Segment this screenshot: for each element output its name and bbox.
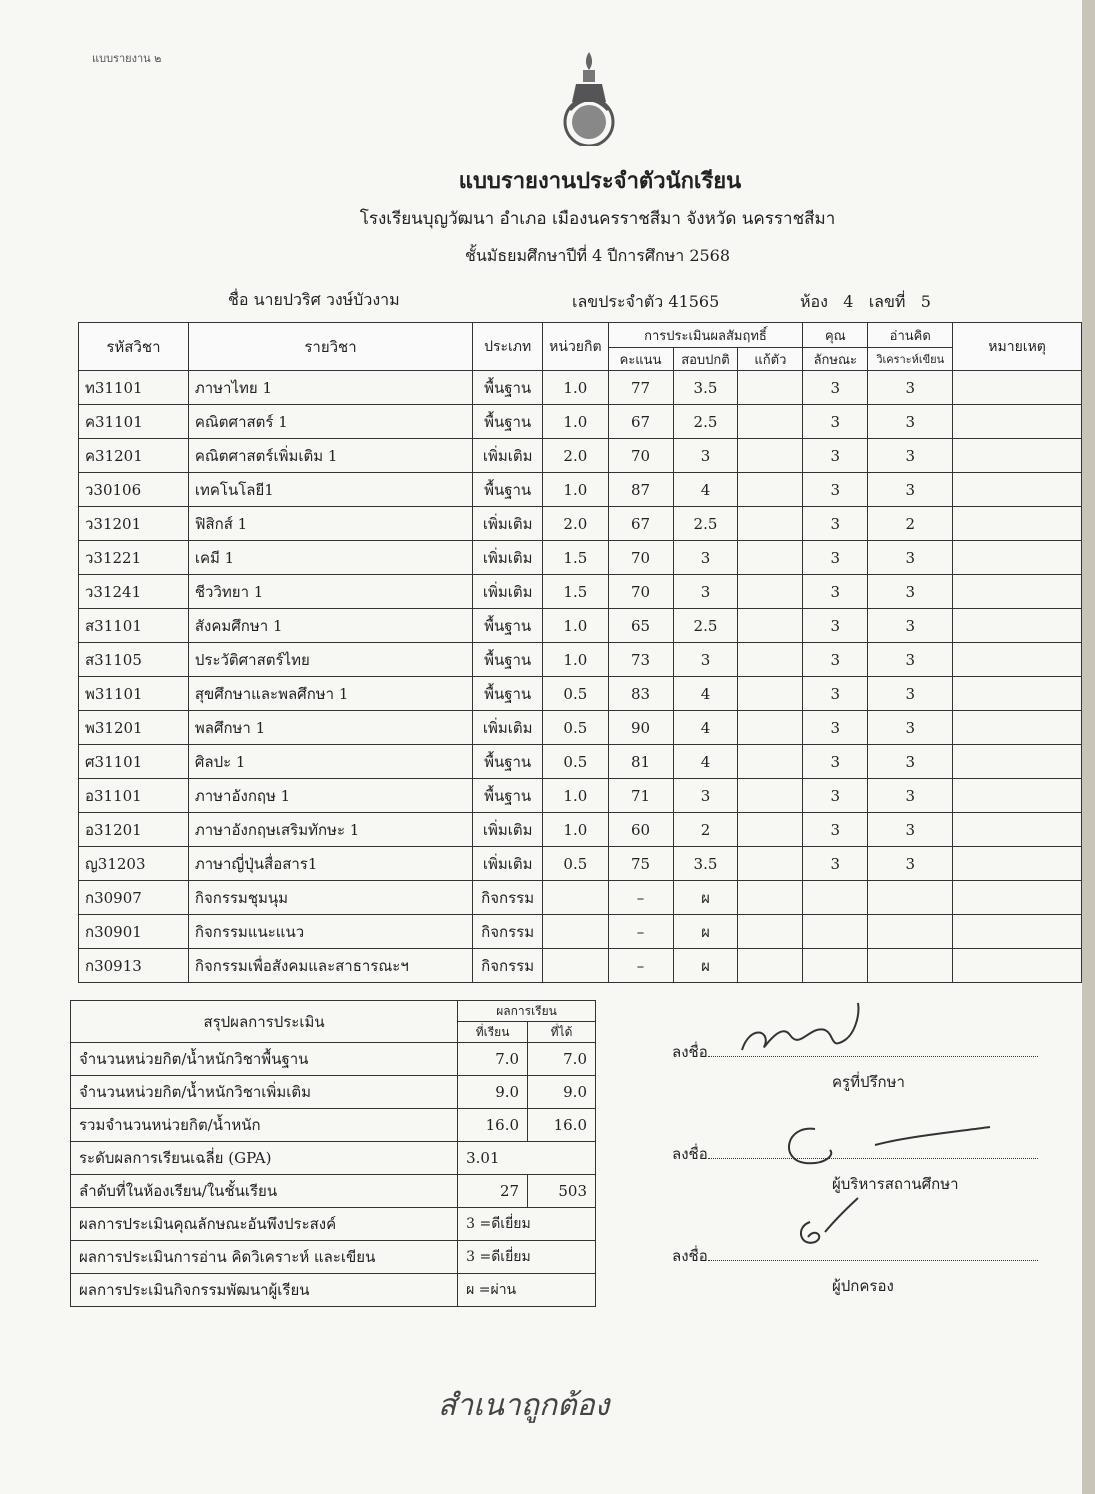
cell-code: ค31201 [79, 439, 189, 473]
cell-code: อ31201 [79, 813, 189, 847]
cell-char: 3 [803, 371, 868, 405]
cell-retake [738, 745, 803, 779]
cell-code: ท31101 [79, 371, 189, 405]
cell-grade: ผ [673, 949, 738, 983]
cell-remark [953, 473, 1082, 507]
cell-grade: 3.5 [673, 847, 738, 881]
cell-grade: 2 [673, 813, 738, 847]
cell-retake [738, 575, 803, 609]
cell-char: 3 [803, 677, 868, 711]
cell-code: ว31241 [79, 575, 189, 609]
school-seal-icon [556, 50, 622, 146]
cell-credit [543, 949, 608, 983]
cell-retake [738, 677, 803, 711]
header-assessment: การประเมินผลสัมฤทธิ์ [608, 323, 803, 348]
cell-grade: 4 [673, 677, 738, 711]
cell-read: 3 [868, 473, 953, 507]
table-row [79, 371, 1082, 405]
cell-remark [953, 643, 1082, 677]
eval-row: ผลการประเมินกิจกรรมพัฒนาผู้เรียน ผ =ผ่าน [71, 1274, 596, 1307]
cell-subject: ฟิสิกส์ 1 [188, 507, 472, 541]
cell-score: – [608, 881, 673, 915]
table-row [79, 745, 1082, 779]
header-grade: สอบปกติ [673, 348, 738, 371]
cell-score: 77 [608, 371, 673, 405]
cell-score: 70 [608, 541, 673, 575]
cell-read: 3 [868, 711, 953, 745]
cell-subject: ภาษาอังกฤษ 1 [188, 779, 472, 813]
cell-code: ว31221 [79, 541, 189, 575]
table-row [79, 575, 1082, 609]
cell-credit: 0.5 [543, 711, 608, 745]
cell-read: 3 [868, 405, 953, 439]
cell-subject: ภาษาญี่ปุ่นสื่อสาร1 [188, 847, 472, 881]
cell-remark [953, 677, 1082, 711]
cell-remark [953, 541, 1082, 575]
cell-read: 3 [868, 847, 953, 881]
cell-remark [953, 949, 1082, 983]
cell-code: ก30901 [79, 915, 189, 949]
cell-char: 3 [803, 847, 868, 881]
cell-grade: 2.5 [673, 507, 738, 541]
cell-retake [738, 371, 803, 405]
cell-score: 67 [608, 405, 673, 439]
cell-char: 3 [803, 813, 868, 847]
cell-credit [543, 881, 608, 915]
cell-subject: สังคมศึกษา 1 [188, 609, 472, 643]
cell-char: 3 [803, 541, 868, 575]
cell-subject: สุขศึกษาและพลศึกษา 1 [188, 677, 472, 711]
cell-score: 81 [608, 745, 673, 779]
cell-credit: 0.5 [543, 745, 608, 779]
cell-type: เพิ่มเติม [473, 439, 543, 473]
table-row [79, 405, 1082, 439]
cell-subject: กิจกรรมชุมนุม [188, 881, 472, 915]
table-row [79, 813, 1082, 847]
cell-char [803, 949, 868, 983]
cell-credit: 2.0 [543, 439, 608, 473]
summary-studied-label: ที่เรียน [458, 1022, 528, 1043]
cell-read: 3 [868, 575, 953, 609]
cell-char: 3 [803, 405, 868, 439]
cell-retake [738, 813, 803, 847]
cell-subject: เคมี 1 [188, 541, 472, 575]
cell-credit [543, 915, 608, 949]
cell-score: 67 [608, 507, 673, 541]
cell-type: เพิ่มเติม [473, 507, 543, 541]
table-row [79, 949, 1082, 983]
gpa-value: 3.01 [458, 1142, 596, 1175]
cell-type: พื้นฐาน [473, 609, 543, 643]
summary-row: จำนวนหน่วยกิต/น้ำหนักวิชาพื้นฐาน 7.0 7.0 [71, 1043, 596, 1076]
cell-remark [953, 405, 1082, 439]
cell-code: ก30907 [79, 881, 189, 915]
student-room: ห้อง 4 เลขที่ 5 [800, 292, 931, 311]
cell-char: 3 [803, 711, 868, 745]
cell-read: 3 [868, 609, 953, 643]
cell-char [803, 881, 868, 915]
cell-remark [953, 915, 1082, 949]
cell-credit: 2.0 [543, 507, 608, 541]
cell-char: 3 [803, 575, 868, 609]
cell-subject: คณิตศาสตร์ 1 [188, 405, 472, 439]
cell-type: พื้นฐาน [473, 371, 543, 405]
cell-code: พ31201 [79, 711, 189, 745]
cell-remark [953, 813, 1082, 847]
cell-grade: 4 [673, 745, 738, 779]
cell-remark [953, 847, 1082, 881]
cell-char: 3 [803, 745, 868, 779]
header-code: รหัสวิชา [79, 323, 189, 371]
cell-subject: ประวัติศาสตร์ไทย [188, 643, 472, 677]
cell-subject: ศิลปะ 1 [188, 745, 472, 779]
cell-type: เพิ่มเติม [473, 541, 543, 575]
cell-retake [738, 507, 803, 541]
header-char-bottom: ลักษณะ [803, 348, 868, 371]
cell-score: 70 [608, 575, 673, 609]
cell-retake [738, 609, 803, 643]
header-remark: หมายเหตุ [953, 323, 1082, 371]
table-row [79, 507, 1082, 541]
header-type: ประเภท [473, 323, 543, 371]
cell-score: 71 [608, 779, 673, 813]
cell-credit: 1.5 [543, 541, 608, 575]
cell-grade: 2.5 [673, 405, 738, 439]
cell-type: พื้นฐาน [473, 405, 543, 439]
cell-credit: 1.5 [543, 575, 608, 609]
cell-char: 3 [803, 779, 868, 813]
parent-signature-mark [790, 1192, 870, 1262]
cell-type: กิจกรรม [473, 949, 543, 983]
certified-copy-note: สำเนาถูกต้อง [438, 1388, 610, 1423]
cell-retake [738, 643, 803, 677]
cell-credit: 1.0 [543, 371, 608, 405]
cell-retake [738, 915, 803, 949]
cell-credit: 1.0 [543, 813, 608, 847]
cell-code: ส31101 [79, 609, 189, 643]
table-row [79, 643, 1082, 677]
cell-remark [953, 371, 1082, 405]
header-char-top: คุณ [803, 323, 868, 348]
cell-grade: ผ [673, 915, 738, 949]
cell-grade: 3 [673, 541, 738, 575]
cell-credit: 1.0 [543, 405, 608, 439]
cell-code: ว31201 [79, 507, 189, 541]
student-name: ชื่อ นายปวริศ วงษ์บัวงาม [228, 290, 400, 309]
table-row [79, 779, 1082, 813]
table-row [79, 439, 1082, 473]
header-credit: หน่วยกิต [543, 323, 608, 371]
cell-char: 3 [803, 473, 868, 507]
cell-read: 3 [868, 643, 953, 677]
header-read-top: อ่านคิด [868, 323, 953, 348]
signature-parent: ลงชื่อ ผู้ปกครอง [672, 1244, 1072, 1298]
cell-code: ว30106 [79, 473, 189, 507]
cell-read: 3 [868, 371, 953, 405]
cell-type: พื้นฐาน [473, 643, 543, 677]
header-score: คะแนน [608, 348, 673, 371]
cell-type: เพิ่มเติม [473, 813, 543, 847]
header-retake: แก้ตัว [738, 348, 803, 371]
table-row [79, 677, 1082, 711]
cell-grade: 4 [673, 711, 738, 745]
eval-row: ผลการประเมินคุณลักษณะอันพึงประสงค์ 3 =ดีเยี่ยม [71, 1208, 596, 1241]
cell-type: กิจกรรม [473, 881, 543, 915]
cell-grade: 4 [673, 473, 738, 507]
cell-read: 3 [868, 779, 953, 813]
cell-remark [953, 779, 1082, 813]
cell-grade: ผ [673, 881, 738, 915]
rank-room: 27 [458, 1175, 528, 1208]
cell-code: ญ31203 [79, 847, 189, 881]
cell-retake [738, 405, 803, 439]
level-line: ชั้นมัธยมศึกษาปีที่ 4 ปีการศึกษา 2568 [464, 246, 731, 265]
cell-retake [738, 779, 803, 813]
table-row [79, 541, 1082, 575]
rank-level: 503 [528, 1175, 596, 1208]
cell-read: 3 [868, 745, 953, 779]
cell-score: – [608, 915, 673, 949]
cell-credit: 1.0 [543, 643, 608, 677]
cell-remark [953, 575, 1082, 609]
cell-score: 65 [608, 609, 673, 643]
cell-grade: 3.5 [673, 371, 738, 405]
cell-credit: 1.0 [543, 473, 608, 507]
cell-code: ก30913 [79, 949, 189, 983]
cell-credit: 1.0 [543, 609, 608, 643]
cell-read [868, 949, 953, 983]
cell-type: พื้นฐาน [473, 779, 543, 813]
table-row [79, 915, 1082, 949]
cell-type: พื้นฐาน [473, 677, 543, 711]
table-row [79, 473, 1082, 507]
cell-remark [953, 507, 1082, 541]
school-line: โรงเรียนบุญวัฒนา อำเภอ เมืองนครราชสีมา จังหวัด นครราชสีมา [359, 209, 836, 229]
cell-code: พ31101 [79, 677, 189, 711]
grades-table [78, 322, 1082, 983]
cell-subject: เทคโนโลยี1 [188, 473, 472, 507]
report-title: แบบรายงานประจำตัวนักเรียน [458, 168, 742, 194]
cell-char [803, 915, 868, 949]
cell-subject: ชีววิทยา 1 [188, 575, 472, 609]
cell-score: 73 [608, 643, 673, 677]
cell-type: เพิ่มเติม [473, 575, 543, 609]
signature-director: ลงชื่อ ผู้บริหารสถานศึกษา [672, 1142, 1072, 1196]
cell-type: เพิ่มเติม [473, 847, 543, 881]
rank-row: ลำดับที่ในห้องเรียน/ในชั้นเรียน 27 503 [71, 1175, 596, 1208]
cell-read: 3 [868, 541, 953, 575]
cell-credit: 0.5 [543, 677, 608, 711]
cell-subject: คณิตศาสตร์เพิ่มเติม 1 [188, 439, 472, 473]
cell-char: 3 [803, 439, 868, 473]
cell-type: พื้นฐาน [473, 745, 543, 779]
form-label: แบบรายงาน ๒ [92, 52, 162, 65]
header-read-bottom: วิเคราะห์เขียน [868, 348, 953, 371]
summary-row: รวมจำนวนหน่วยกิต/น้ำหนัก 16.0 16.0 [71, 1109, 596, 1142]
cell-subject: กิจกรรมเพื่อสังคมและสาธารณะฯ [188, 949, 472, 983]
cell-read [868, 915, 953, 949]
cell-type: เพิ่มเติม [473, 711, 543, 745]
cell-char: 3 [803, 609, 868, 643]
cell-read [868, 881, 953, 915]
cell-code: ศ31101 [79, 745, 189, 779]
cell-type: กิจกรรม [473, 915, 543, 949]
cell-score: – [608, 949, 673, 983]
table-row [79, 881, 1082, 915]
cell-score: 83 [608, 677, 673, 711]
cell-subject: กิจกรรมแนะแนว [188, 915, 472, 949]
cell-char: 3 [803, 507, 868, 541]
summary-result-label: ผลการเรียน [458, 1001, 596, 1022]
summary-earned-label: ที่ได้ [528, 1022, 596, 1043]
cell-retake [738, 473, 803, 507]
table-row [79, 847, 1082, 881]
cell-code: ส31105 [79, 643, 189, 677]
cell-grade: 2.5 [673, 609, 738, 643]
student-id: เลขประจำตัว 41565 [572, 292, 720, 311]
cell-retake [738, 541, 803, 575]
advisor-signature-mark [730, 995, 880, 1065]
cell-score: 87 [608, 473, 673, 507]
cell-credit: 0.5 [543, 847, 608, 881]
cell-retake [738, 439, 803, 473]
gpa-row: ระดับผลการเรียนเฉลี่ย (GPA) 3.01 [71, 1142, 596, 1175]
cell-remark [953, 881, 1082, 915]
summary-table [70, 1000, 596, 1307]
cell-read: 3 [868, 439, 953, 473]
table-row [79, 609, 1082, 643]
cell-char: 3 [803, 643, 868, 677]
cell-retake [738, 949, 803, 983]
cell-remark [953, 609, 1082, 643]
cell-code: อ31101 [79, 779, 189, 813]
cell-read: 2 [868, 507, 953, 541]
cell-grade: 3 [673, 575, 738, 609]
cell-retake [738, 847, 803, 881]
cell-read: 3 [868, 677, 953, 711]
cell-remark [953, 439, 1082, 473]
summary-row: จำนวนหน่วยกิต/น้ำหนักวิชาเพิ่มเติม 9.0 9.0 [71, 1076, 596, 1109]
director-signature-mark [775, 1115, 995, 1175]
cell-remark [953, 711, 1082, 745]
cell-grade: 3 [673, 643, 738, 677]
table-row [79, 711, 1082, 745]
eval-row: ผลการประเมินการอ่าน คิดวิเคราะห์ และเขียน 3 =ดีเยี่ยม [71, 1241, 596, 1274]
summary-header: สรุปผลการประเมิน [71, 1001, 458, 1043]
cell-score: 75 [608, 847, 673, 881]
cell-type: พื้นฐาน [473, 473, 543, 507]
cell-retake [738, 711, 803, 745]
cell-grade: 3 [673, 439, 738, 473]
signature-advisor: ลงชื่อ ครูที่ปรึกษา [672, 1040, 1072, 1094]
cell-retake [738, 881, 803, 915]
cell-subject: ภาษาไทย 1 [188, 371, 472, 405]
cell-score: 60 [608, 813, 673, 847]
header-subject: รายวิชา [188, 323, 472, 371]
cell-credit: 1.0 [543, 779, 608, 813]
cell-subject: พลศึกษา 1 [188, 711, 472, 745]
cell-code: ค31101 [79, 405, 189, 439]
cell-score: 90 [608, 711, 673, 745]
cell-remark [953, 745, 1082, 779]
cell-score: 70 [608, 439, 673, 473]
cell-subject: ภาษาอังกฤษเสริมทักษะ 1 [188, 813, 472, 847]
cell-read: 3 [868, 813, 953, 847]
cell-grade: 3 [673, 779, 738, 813]
